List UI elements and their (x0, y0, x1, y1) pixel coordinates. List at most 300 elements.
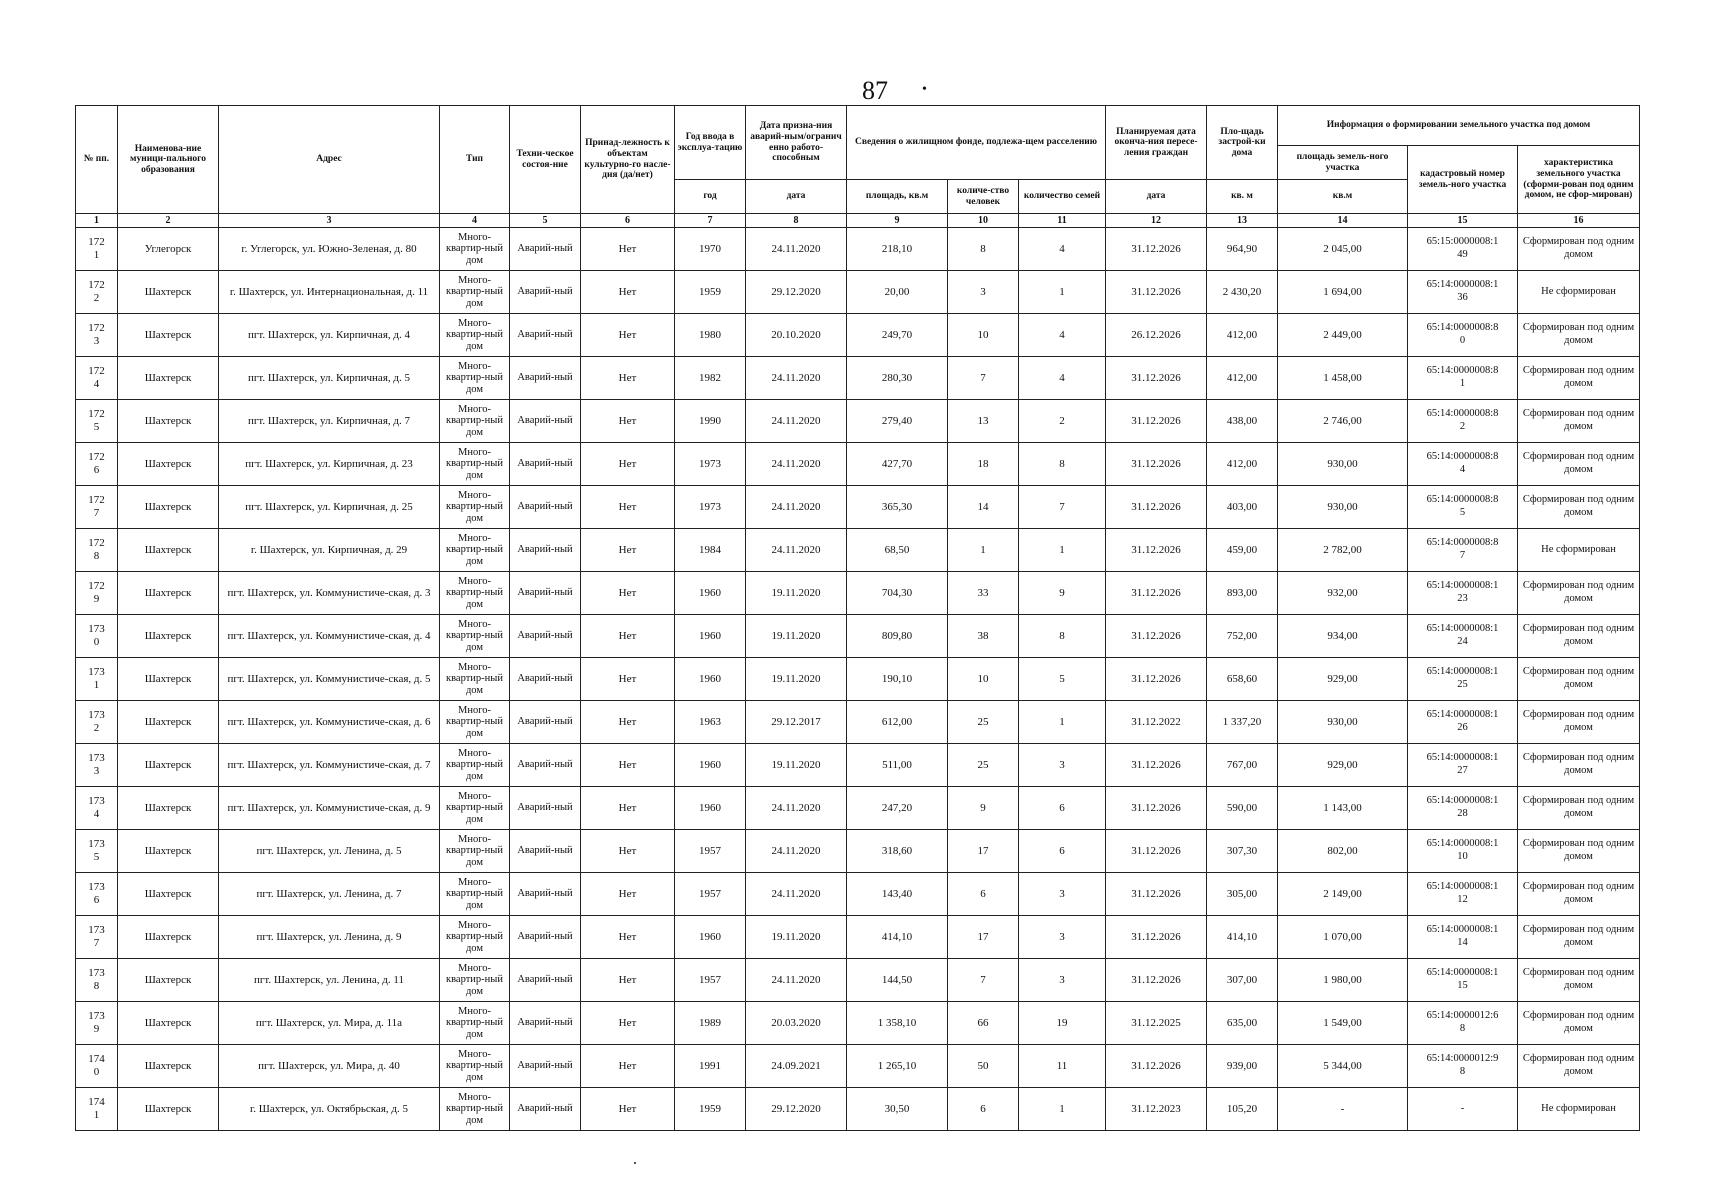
cell-cadastral: 65:14:0000008:1 14 (1408, 916, 1518, 959)
table-row (76, 1088, 1640, 1131)
cell-built-area: 459,00 (1207, 529, 1278, 572)
cell-people: 17 (948, 830, 1019, 873)
cell-cadastral: 65:14:0000008:1 27 (1408, 744, 1518, 787)
table-row (76, 873, 1640, 916)
cell-characteristic: Сформирован под одним домом (1518, 658, 1640, 701)
cell-families: 4 (1019, 228, 1106, 271)
cell-land-area: 1 458,00 (1278, 357, 1408, 400)
cell-families: 9 (1019, 572, 1106, 615)
cell-characteristic: Сформирован под одним домом (1518, 830, 1640, 873)
cell-heritage: Нет (581, 873, 675, 916)
cell-heritage: Нет (581, 228, 675, 271)
cell-plan-date: 31.12.2026 (1106, 572, 1207, 615)
cell-type: Много-квартир-ный дом (440, 1088, 510, 1131)
column-number-row (76, 214, 1640, 228)
cell-characteristic: Сформирован под одним домом (1518, 314, 1640, 357)
cell-cadastral: 65:14:0000008:8 1 (1408, 357, 1518, 400)
cell-characteristic: Не сформирован (1518, 1088, 1640, 1131)
cell-land-area: 1 143,00 (1278, 787, 1408, 830)
cell-families: 2 (1019, 400, 1106, 443)
cell-year: 1970 (675, 228, 746, 271)
cell-address: г. Углегорск, ул. Южно-Зеленая, д. 80 (219, 228, 440, 271)
cell-heritage: Нет (581, 1045, 675, 1088)
cell-num: 174 1 (76, 1088, 118, 1131)
cell-people: 6 (948, 873, 1019, 916)
cell-plan-date: 26.12.2026 (1106, 314, 1207, 357)
cell-built-area: 2 430,20 (1207, 271, 1278, 314)
cell-housing-area: 612,00 (847, 701, 948, 744)
cell-date: 24.11.2020 (746, 873, 847, 916)
cell-plan-date: 31.12.2026 (1106, 830, 1207, 873)
cell-housing-area: 218,10 (847, 228, 948, 271)
cell-plan-date: 31.12.2026 (1106, 744, 1207, 787)
cell-address: пгт. Шахтерск, ул. Коммунистиче-ская, д. 4 (219, 615, 440, 658)
cell-land-area: 802,00 (1278, 830, 1408, 873)
column-number-cell: 7 (675, 214, 746, 228)
header-year-sub: год (675, 180, 746, 214)
column-number-cell: 1 (76, 214, 118, 228)
column-number-cell: 13 (1207, 214, 1278, 228)
cell-built-area: 635,00 (1207, 1002, 1278, 1045)
cell-type: Много-квартир-ный дом (440, 744, 510, 787)
cell-land-area: 1 980,00 (1278, 959, 1408, 1002)
cell-municipality: Шахтерск (118, 572, 219, 615)
column-number-cell: 8 (746, 214, 847, 228)
cell-address: пгт. Шахтерск, ул. Коммунистиче-ская, д. 5 (219, 658, 440, 701)
cell-plan-date: 31.12.2023 (1106, 1088, 1207, 1131)
cell-land-area: 1 070,00 (1278, 916, 1408, 959)
header-plan-sub: дата (1106, 180, 1207, 214)
cell-plan-date: 31.12.2026 (1106, 959, 1207, 1002)
cell-plan-date: 31.12.2026 (1106, 658, 1207, 701)
cell-num: 172 7 (76, 486, 118, 529)
table-row (76, 529, 1640, 572)
cell-families: 1 (1019, 271, 1106, 314)
cell-state: Аварий-ный (510, 744, 581, 787)
cell-state: Аварий-ный (510, 701, 581, 744)
cell-num: 173 4 (76, 787, 118, 830)
cell-cadastral: 65:14:0000008:1 28 (1408, 787, 1518, 830)
cell-built-area: 1 337,20 (1207, 701, 1278, 744)
cell-date: 29.12.2020 (746, 1088, 847, 1131)
cell-municipality: Шахтерск (118, 830, 219, 873)
cell-year: 1973 (675, 443, 746, 486)
cell-municipality: Шахтерск (118, 1088, 219, 1131)
cell-families: 4 (1019, 314, 1106, 357)
header-state: Техни-ческое состоя-ние (510, 106, 581, 214)
cell-address: пгт. Шахтерск, ул. Ленина, д. 9 (219, 916, 440, 959)
cell-year: 1963 (675, 701, 746, 744)
cell-address: пгт. Шахтерск, ул. Коммунистиче-ская, д. 9 (219, 787, 440, 830)
cell-year: 1989 (675, 1002, 746, 1045)
header-date-group: Дата призна-ния аварий-ным/огранич енно работо-способным (746, 106, 847, 180)
cell-families: 3 (1019, 916, 1106, 959)
cell-cadastral: 65:14:0000008:1 36 (1408, 271, 1518, 314)
cell-built-area: 414,10 (1207, 916, 1278, 959)
cell-address: пгт. Шахтерск, ул. Ленина, д. 7 (219, 873, 440, 916)
cell-land-area: 930,00 (1278, 486, 1408, 529)
header-type: Тип (440, 106, 510, 214)
column-number-cell: 4 (440, 214, 510, 228)
cell-date: 24.11.2020 (746, 486, 847, 529)
cell-plan-date: 31.12.2026 (1106, 615, 1207, 658)
cell-housing-area: 318,60 (847, 830, 948, 873)
cell-num: 173 8 (76, 959, 118, 1002)
cell-state: Аварий-ный (510, 959, 581, 1002)
cell-built-area: 403,00 (1207, 486, 1278, 529)
cell-built-area: 438,00 (1207, 400, 1278, 443)
cell-housing-area: 704,30 (847, 572, 948, 615)
table-row (76, 1002, 1640, 1045)
cell-housing-area: 280,30 (847, 357, 948, 400)
column-number-cell: 16 (1518, 214, 1640, 228)
cell-land-area: 5 344,00 (1278, 1045, 1408, 1088)
cell-housing-area: 511,00 (847, 744, 948, 787)
table-row (76, 400, 1640, 443)
cell-municipality: Шахтерск (118, 615, 219, 658)
cell-state: Аварий-ный (510, 1088, 581, 1131)
cell-state: Аварий-ный (510, 357, 581, 400)
cell-year: 1960 (675, 787, 746, 830)
cell-plan-date: 31.12.2025 (1106, 1002, 1207, 1045)
cell-heritage: Нет (581, 744, 675, 787)
cell-date: 19.11.2020 (746, 744, 847, 787)
cell-municipality: Шахтерск (118, 443, 219, 486)
table-row (76, 701, 1640, 744)
cell-built-area: 307,00 (1207, 959, 1278, 1002)
cell-state: Аварий-ный (510, 572, 581, 615)
cell-municipality: Шахтерск (118, 486, 219, 529)
table-row (76, 744, 1640, 787)
cell-year: 1960 (675, 572, 746, 615)
header-num: № пп. (76, 106, 118, 214)
cell-num: 173 0 (76, 615, 118, 658)
cell-built-area: 412,00 (1207, 443, 1278, 486)
cell-heritage: Нет (581, 658, 675, 701)
cell-people: 1 (948, 529, 1019, 572)
cell-people: 38 (948, 615, 1019, 658)
cell-heritage: Нет (581, 572, 675, 615)
emergency-housing-table (75, 105, 1640, 1131)
cell-cadastral: 65:14:0000008:1 12 (1408, 873, 1518, 916)
cell-housing-area: 68,50 (847, 529, 948, 572)
header-year-group: Год ввода в эксплуа-тацию (675, 106, 746, 180)
cell-families: 5 (1019, 658, 1106, 701)
cell-plan-date: 31.12.2026 (1106, 271, 1207, 314)
cell-characteristic: Не сформирован (1518, 271, 1640, 314)
cell-heritage: Нет (581, 357, 675, 400)
cell-cadastral: 65:14:0000008:8 4 (1408, 443, 1518, 486)
cell-year: 1973 (675, 486, 746, 529)
cell-year: 1960 (675, 658, 746, 701)
table-row (76, 486, 1640, 529)
cell-date: 19.11.2020 (746, 658, 847, 701)
table-row (76, 572, 1640, 615)
cell-plan-date: 31.12.2026 (1106, 400, 1207, 443)
cell-housing-area: 809,80 (847, 615, 948, 658)
column-number-cell: 9 (847, 214, 948, 228)
column-number-cell: 15 (1408, 214, 1518, 228)
cell-plan-date: 31.12.2026 (1106, 486, 1207, 529)
cell-people: 50 (948, 1045, 1019, 1088)
cell-families: 6 (1019, 830, 1106, 873)
cell-date: 19.11.2020 (746, 615, 847, 658)
cell-built-area: 305,00 (1207, 873, 1278, 916)
cell-date: 20.03.2020 (746, 1002, 847, 1045)
cell-type: Много-квартир-ный дом (440, 1045, 510, 1088)
cell-state: Аварий-ный (510, 615, 581, 658)
cell-housing-area: 144,50 (847, 959, 948, 1002)
header-housing-group: Сведения о жилищном фонде, подлежа-щем расселению (847, 106, 1106, 180)
cell-families: 1 (1019, 701, 1106, 744)
column-number-cell: 5 (510, 214, 581, 228)
cell-built-area: 767,00 (1207, 744, 1278, 787)
cell-land-area: 1 549,00 (1278, 1002, 1408, 1045)
cell-built-area: 752,00 (1207, 615, 1278, 658)
cell-num: 172 3 (76, 314, 118, 357)
table-header (76, 106, 1640, 228)
cell-num: 172 5 (76, 400, 118, 443)
cell-cadastral: 65:14:0000012:6 8 (1408, 1002, 1518, 1045)
table-row (76, 1045, 1640, 1088)
table-body (76, 228, 1640, 1131)
cell-people: 13 (948, 400, 1019, 443)
cell-address: пгт. Шахтерск, ул. Ленина, д. 11 (219, 959, 440, 1002)
cell-people: 33 (948, 572, 1019, 615)
cell-people: 8 (948, 228, 1019, 271)
cell-housing-area: 247,20 (847, 787, 948, 830)
cell-characteristic: Не сформирован (1518, 529, 1640, 572)
cell-date: 24.11.2020 (746, 400, 847, 443)
cell-municipality: Шахтерск (118, 400, 219, 443)
cell-state: Аварий-ный (510, 271, 581, 314)
cell-year: 1957 (675, 830, 746, 873)
cell-type: Много-квартир-ный дом (440, 314, 510, 357)
cell-date: 24.11.2020 (746, 787, 847, 830)
cell-type: Много-квартир-ный дом (440, 228, 510, 271)
cell-families: 7 (1019, 486, 1106, 529)
cell-land-area: 2 045,00 (1278, 228, 1408, 271)
cell-plan-date: 31.12.2026 (1106, 228, 1207, 271)
cell-type: Много-квартир-ный дом (440, 830, 510, 873)
cell-characteristic: Сформирован под одним домом (1518, 1045, 1640, 1088)
cell-heritage: Нет (581, 787, 675, 830)
header-characteristic: характеристика земельного участка (сформи-рован под одним домом, не сфор-мирован) (1518, 146, 1640, 214)
cell-num: 173 5 (76, 830, 118, 873)
cell-people: 6 (948, 1088, 1019, 1131)
cell-families: 4 (1019, 357, 1106, 400)
cell-address: пгт. Шахтерск, ул. Мира, д. 11а (219, 1002, 440, 1045)
cell-type: Много-квартир-ный дом (440, 959, 510, 1002)
cell-year: 1990 (675, 400, 746, 443)
cell-year: 1957 (675, 959, 746, 1002)
cell-type: Много-квартир-ный дом (440, 486, 510, 529)
cell-land-area: 1 694,00 (1278, 271, 1408, 314)
table-row (76, 314, 1640, 357)
cell-people: 17 (948, 916, 1019, 959)
cell-heritage: Нет (581, 486, 675, 529)
cell-type: Много-квартир-ный дом (440, 787, 510, 830)
cell-year: 1980 (675, 314, 746, 357)
cell-date: 24.11.2020 (746, 443, 847, 486)
column-number-cell: 14 (1278, 214, 1408, 228)
cell-date: 24.11.2020 (746, 959, 847, 1002)
column-number-cell: 3 (219, 214, 440, 228)
cell-type: Много-квартир-ный дом (440, 529, 510, 572)
cell-num: 172 2 (76, 271, 118, 314)
cell-type: Много-квартир-ный дом (440, 443, 510, 486)
cell-year: 1960 (675, 615, 746, 658)
cell-cadastral: 65:14:0000008:1 24 (1408, 615, 1518, 658)
cell-num: 173 1 (76, 658, 118, 701)
cell-land-area: 2 149,00 (1278, 873, 1408, 916)
cell-land-area: 2 782,00 (1278, 529, 1408, 572)
cell-people: 10 (948, 314, 1019, 357)
cell-state: Аварий-ный (510, 1002, 581, 1045)
table-row (76, 830, 1640, 873)
cell-state: Аварий-ный (510, 873, 581, 916)
cell-municipality: Шахтерск (118, 959, 219, 1002)
cell-families: 11 (1019, 1045, 1106, 1088)
scan-speck (634, 1162, 636, 1164)
cell-heritage: Нет (581, 400, 675, 443)
cell-heritage: Нет (581, 830, 675, 873)
cell-land-area: - (1278, 1088, 1408, 1131)
cell-land-area: 929,00 (1278, 658, 1408, 701)
cell-built-area: 590,00 (1207, 787, 1278, 830)
cell-num: 172 8 (76, 529, 118, 572)
cell-state: Аварий-ный (510, 787, 581, 830)
cell-address: пгт. Шахтерск, ул. Коммунистиче-ская, д. 3 (219, 572, 440, 615)
cell-date: 24.11.2020 (746, 830, 847, 873)
cell-year: 1991 (675, 1045, 746, 1088)
cell-cadastral: 65:14:0000008:1 15 (1408, 959, 1518, 1002)
table-row (76, 658, 1640, 701)
cell-date: 19.11.2020 (746, 916, 847, 959)
cell-cadastral: 65:14:0000008:8 5 (1408, 486, 1518, 529)
cell-heritage: Нет (581, 701, 675, 744)
cell-address: г. Шахтерск, ул. Интернациональная, д. 11 (219, 271, 440, 314)
cell-characteristic: Сформирован под одним домом (1518, 572, 1640, 615)
cell-municipality: Шахтерск (118, 916, 219, 959)
cell-families: 3 (1019, 744, 1106, 787)
header-built-group: Пло-щадь застрой-ки дома (1207, 106, 1278, 180)
cell-address: г. Шахтерск, ул. Кирпичная, д. 29 (219, 529, 440, 572)
cell-families: 3 (1019, 873, 1106, 916)
cell-built-area: 412,00 (1207, 314, 1278, 357)
cell-year: 1982 (675, 357, 746, 400)
cell-land-area: 932,00 (1278, 572, 1408, 615)
cell-characteristic: Сформирован под одним домом (1518, 228, 1640, 271)
cell-land-area: 930,00 (1278, 443, 1408, 486)
cell-address: пгт. Шахтерск, ул. Кирпичная, д. 5 (219, 357, 440, 400)
column-number-cell: 12 (1106, 214, 1207, 228)
cell-num: 174 0 (76, 1045, 118, 1088)
cell-land-area: 2 746,00 (1278, 400, 1408, 443)
cell-type: Много-квартир-ный дом (440, 701, 510, 744)
cell-heritage: Нет (581, 271, 675, 314)
cell-num: 172 1 (76, 228, 118, 271)
cell-cadastral: 65:14:0000008:1 23 (1408, 572, 1518, 615)
cell-people: 14 (948, 486, 1019, 529)
cell-land-area: 929,00 (1278, 744, 1408, 787)
cell-characteristic: Сформирован под одним домом (1518, 357, 1640, 400)
table-row (76, 916, 1640, 959)
cell-address: пгт. Шахтерск, ул. Кирпичная, д. 23 (219, 443, 440, 486)
header-land-group: Информация о формировании земельного участка под домом (1278, 106, 1640, 146)
cell-date: 24.09.2021 (746, 1045, 847, 1088)
cell-municipality: Шахтерск (118, 744, 219, 787)
cell-people: 10 (948, 658, 1019, 701)
cell-land-area: 2 449,00 (1278, 314, 1408, 357)
cell-housing-area: 249,70 (847, 314, 948, 357)
cell-num: 172 6 (76, 443, 118, 486)
cell-built-area: 307,30 (1207, 830, 1278, 873)
cell-cadastral: 65:14:0000008:8 7 (1408, 529, 1518, 572)
header-address: Адрес (219, 106, 440, 214)
cell-year: 1959 (675, 271, 746, 314)
header-municipality: Наименова-ние муници-пального образования (118, 106, 219, 214)
cell-date: 24.11.2020 (746, 529, 847, 572)
cell-date: 20.10.2020 (746, 314, 847, 357)
cell-type: Много-квартир-ный дом (440, 615, 510, 658)
cell-cadastral: 65:14:0000008:8 0 (1408, 314, 1518, 357)
cell-year: 1957 (675, 873, 746, 916)
cell-year: 1960 (675, 744, 746, 787)
cell-heritage: Нет (581, 443, 675, 486)
cell-num: 172 9 (76, 572, 118, 615)
cell-built-area: 939,00 (1207, 1045, 1278, 1088)
table-row (76, 357, 1640, 400)
cell-families: 1 (1019, 529, 1106, 572)
header-housing-people: количе-ство человек (948, 180, 1019, 214)
cell-num: 173 9 (76, 1002, 118, 1045)
cell-address: г. Шахтерск, ул. Октябрьская, д. 5 (219, 1088, 440, 1131)
table-row (76, 271, 1640, 314)
cell-heritage: Нет (581, 1088, 675, 1131)
cell-characteristic: Сформирован под одним домом (1518, 701, 1640, 744)
header-plan-group: Планируемая дата оконча-ния пересе-ления граждан (1106, 106, 1207, 180)
cell-housing-area: 414,10 (847, 916, 948, 959)
cell-municipality: Шахтерск (118, 658, 219, 701)
cell-address: пгт. Шахтерск, ул. Коммунистиче-ская, д. 7 (219, 744, 440, 787)
cell-cadastral: - (1408, 1088, 1518, 1131)
cell-address: пгт. Шахтерск, ул. Коммунистиче-ская, д. 6 (219, 701, 440, 744)
cell-municipality: Шахтерск (118, 1045, 219, 1088)
cell-plan-date: 31.12.2026 (1106, 443, 1207, 486)
cell-date: 19.11.2020 (746, 572, 847, 615)
cell-type: Много-квартир-ный дом (440, 400, 510, 443)
cell-plan-date: 31.12.2026 (1106, 1045, 1207, 1088)
cell-address: пгт. Шахтерск, ул. Кирпичная, д. 25 (219, 486, 440, 529)
cell-municipality: Шахтерск (118, 271, 219, 314)
cell-families: 6 (1019, 787, 1106, 830)
cell-people: 7 (948, 959, 1019, 1002)
cell-date: 29.12.2017 (746, 701, 847, 744)
cell-cadastral: 65:14:0000008:1 26 (1408, 701, 1518, 744)
cell-address: пгт. Шахтерск, ул. Ленина, д. 5 (219, 830, 440, 873)
cell-families: 8 (1019, 443, 1106, 486)
cell-housing-area: 20,00 (847, 271, 948, 314)
cell-address: пгт. Шахтерск, ул. Кирпичная, д. 4 (219, 314, 440, 357)
cell-address: пгт. Шахтерск, ул. Мира, д. 40 (219, 1045, 440, 1088)
cell-housing-area: 143,40 (847, 873, 948, 916)
cell-state: Аварий-ный (510, 830, 581, 873)
cell-people: 7 (948, 357, 1019, 400)
cell-address: пгт. Шахтерск, ул. Кирпичная, д. 7 (219, 400, 440, 443)
cell-state: Аварий-ный (510, 314, 581, 357)
cell-type: Много-квартир-ный дом (440, 658, 510, 701)
